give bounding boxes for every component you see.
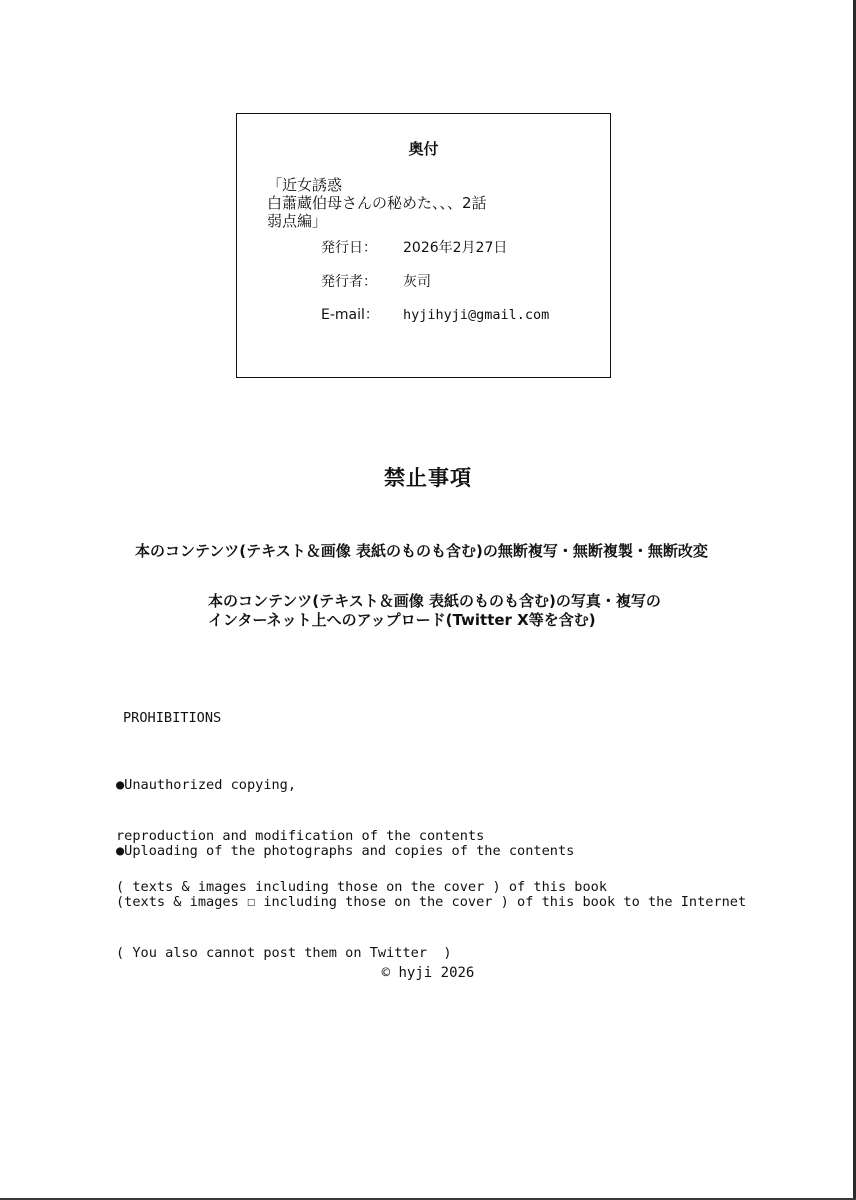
publish-date-label: 発行日： bbox=[321, 240, 377, 256]
publish-date-value: 2026年2月27日 bbox=[403, 240, 508, 256]
colophon-box bbox=[236, 113, 611, 378]
email-value: hyjihyji@gmail.com bbox=[403, 307, 550, 323]
colophon-title: 奥付 bbox=[408, 140, 439, 158]
prohibition-en-item-1-line: reproduction and modification of the contents bbox=[116, 828, 485, 844]
copyright-notice: © hyji 2026 bbox=[381, 965, 475, 981]
prohibitions-heading-jp: 禁止事項 bbox=[384, 466, 472, 490]
work-title bbox=[267, 176, 487, 230]
prohibition-jp-item-2-line-1: 本のコンテンツ(テキスト＆画像 表紙のものも含む)の写真・複写の bbox=[208, 592, 661, 610]
prohibition-jp-item-2-line-2: インターネット上へのアップロード(Twitter X等を含む) bbox=[208, 611, 596, 629]
publisher-label: 発行者： bbox=[321, 274, 377, 290]
work-title-line: 弱点編」 bbox=[267, 212, 328, 230]
prohibition-en-item-2-line: ●Uploading of the photographs and copies of the contents bbox=[116, 843, 575, 859]
publish-date-row bbox=[321, 237, 507, 257]
publisher-value: 灰司 bbox=[403, 274, 431, 290]
prohibition-jp-item-1: 本のコンテンツ(テキスト＆画像 表紙のものも含む)の無断複写・無断複製・無断改変 bbox=[135, 542, 708, 560]
prohibition-en-item-2 bbox=[116, 809, 746, 979]
email-label: E-mail： bbox=[321, 307, 379, 323]
prohibition-en-item-1-line: ( texts & images including those on the cover ) of this book bbox=[116, 879, 608, 895]
prohibition-en-item-1-line: ●Unauthorized copying, bbox=[116, 777, 297, 793]
prohibition-en-item-2-line: (texts & images ☐ including those on the cover ) of this book to the Internet bbox=[116, 894, 747, 910]
publisher-row bbox=[321, 271, 431, 291]
work-title-line: 「近女誘惑 bbox=[267, 176, 343, 194]
prohibition-en-item-2-line: ( You also cannot post them on Twitter ) bbox=[116, 945, 452, 961]
email-row bbox=[321, 304, 549, 324]
work-title-line: 白蕭蔵伯母さんの秘めた、、、2話 bbox=[267, 194, 487, 212]
prohibitions-heading-en: PROHIBITIONS bbox=[123, 710, 222, 726]
